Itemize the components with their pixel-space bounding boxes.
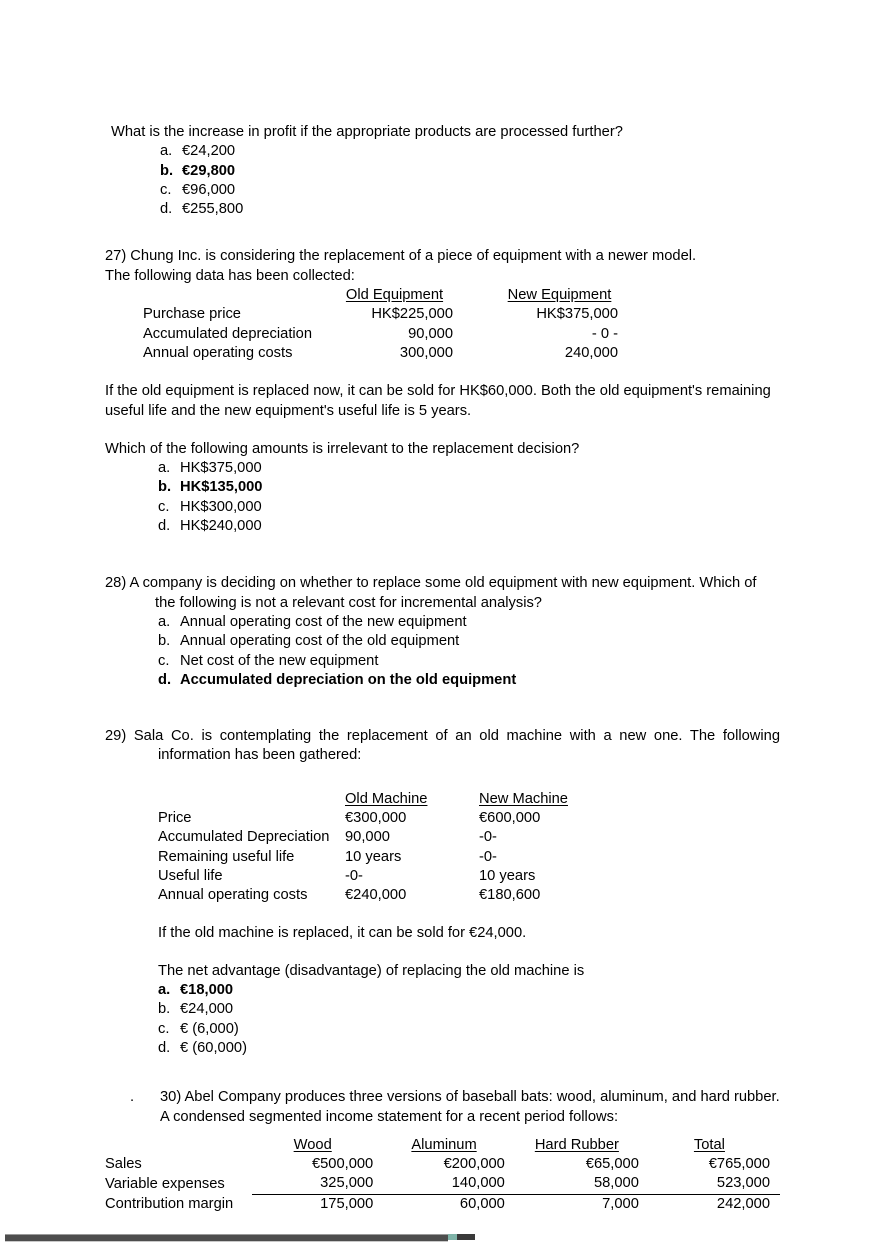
horizontal-scrollbar-thumb-edge[interactable] xyxy=(448,1234,457,1240)
cell-value: 90,000 xyxy=(345,829,390,846)
q27-comparison-table xyxy=(143,286,621,363)
column-gap xyxy=(456,325,498,344)
cell-value: €300,000 xyxy=(345,810,407,827)
cell-value: -0- xyxy=(479,829,497,846)
row-label: Price xyxy=(158,810,192,827)
cell-value: 300,000 xyxy=(399,344,453,361)
column-header-old-machine: Old Machine xyxy=(345,790,428,807)
table-row xyxy=(105,1194,780,1214)
option-label: b. xyxy=(158,633,171,650)
header-blank xyxy=(158,790,345,809)
cell-value: 325,000 xyxy=(252,1174,383,1194)
option-label: d. xyxy=(158,1039,171,1056)
option-text: HK$300,000 xyxy=(180,498,262,515)
option-b[interactable] xyxy=(160,162,780,181)
q27-note: If the old equipment is replaced now, it can be sold for HK$60,000. Both the old equipment's remaining useful life and the new equipment's useful life is 5 years. xyxy=(105,383,771,419)
q27-stem-line1: 27) Chung Inc. is considering the replacement of a piece of equipment with a newer model. xyxy=(105,248,697,265)
option-label: c. xyxy=(158,1020,170,1037)
q29-question: The net advantage (disadvantage) of replacing the old machine is xyxy=(158,962,585,979)
cell-value: 10 years xyxy=(479,867,536,884)
option-text: €29,800 xyxy=(182,162,236,179)
spacer xyxy=(105,421,780,440)
option-label: d. xyxy=(158,671,172,688)
option-a[interactable] xyxy=(158,981,780,1000)
cell-value: 175,000 xyxy=(320,1195,374,1212)
spacer xyxy=(105,943,780,962)
table-header-row xyxy=(105,1136,780,1155)
option-b[interactable] xyxy=(158,1000,780,1019)
option-c[interactable] xyxy=(158,1020,780,1039)
table-header-row xyxy=(143,286,621,305)
table-row xyxy=(105,1174,780,1194)
option-label: b. xyxy=(158,1001,171,1018)
q30-stem: 30) Abel Company produces three versions of baseball bats: wood, aluminum, and hard rubber. A condensed segmented income statement for a recent period follows: xyxy=(160,1089,780,1125)
option-c[interactable] xyxy=(158,498,780,517)
horizontal-scrollbar-end-cap[interactable] xyxy=(457,1234,475,1240)
option-label: a. xyxy=(160,143,173,160)
row-label: Accumulated depreciation xyxy=(143,325,313,342)
cell-value: €65,000 xyxy=(585,1156,639,1173)
cell-value: -0- xyxy=(479,848,497,865)
cell-value: 240,000 xyxy=(564,344,618,361)
option-label: c. xyxy=(158,652,170,669)
table-row xyxy=(158,828,613,847)
option-a[interactable] xyxy=(160,142,780,161)
column-header-new-machine: New Machine xyxy=(479,790,568,807)
option-text: HK$375,000 xyxy=(180,460,262,477)
table-row xyxy=(143,325,621,344)
option-a[interactable] xyxy=(158,459,780,478)
table-row xyxy=(143,344,621,363)
spacer xyxy=(105,1058,780,1088)
spacer xyxy=(105,690,780,727)
table-row xyxy=(158,848,613,867)
q28-stem: 28) A company is deciding on whether to replace some old equipment with new equipment. Which of the following is not a relevant cost for incremental analysis? xyxy=(105,575,757,611)
option-label: a. xyxy=(158,460,171,477)
cell-value: 140,000 xyxy=(383,1174,515,1194)
option-text: Accumulated depreciation on the old equipment xyxy=(180,671,517,688)
spacer xyxy=(105,1127,780,1136)
question-27 xyxy=(105,247,780,536)
option-text: €24,000 xyxy=(180,1001,234,1018)
cell-value: 242,000 xyxy=(716,1195,770,1212)
cell-value: - 0 - xyxy=(591,325,618,342)
q27-question: Which of the following amounts is irrelevant to the replacement decision? xyxy=(105,440,580,457)
cell-value: €240,000 xyxy=(345,887,407,904)
cell-value: HK$375,000 xyxy=(536,306,618,323)
table-header-row xyxy=(158,790,613,809)
option-d[interactable] xyxy=(158,671,780,690)
column-header-new-equipment: New Equipment xyxy=(507,287,612,304)
column-header-wood: Wood xyxy=(293,1136,332,1153)
question-28 xyxy=(105,574,780,690)
row-label: Contribution margin xyxy=(105,1195,234,1212)
cell-value: HK$225,000 xyxy=(371,306,453,323)
option-c[interactable] xyxy=(160,181,780,200)
option-text: HK$240,000 xyxy=(180,518,262,535)
column-gap xyxy=(456,305,498,324)
spacer xyxy=(105,766,780,790)
row-label: Useful life xyxy=(158,867,223,884)
q29-comparison-table xyxy=(158,790,613,906)
option-d[interactable] xyxy=(158,1039,780,1058)
column-header-old-equipment: Old Equipment xyxy=(345,287,444,304)
option-text: €18,000 xyxy=(180,982,234,999)
spacer xyxy=(105,363,780,382)
table-row xyxy=(105,1155,780,1174)
row-label: Annual operating costs xyxy=(143,344,293,361)
row-label: Sales xyxy=(105,1156,142,1173)
table-row xyxy=(158,886,613,905)
row-label: Purchase price xyxy=(143,306,241,323)
option-label: d. xyxy=(160,201,173,218)
cell-value: -0- xyxy=(345,867,363,884)
option-d[interactable] xyxy=(160,200,780,219)
column-header-aluminum: Aluminum xyxy=(411,1136,477,1153)
cell-value: €765,000 xyxy=(708,1156,770,1173)
header-blank xyxy=(143,286,333,305)
spacer xyxy=(105,219,780,247)
table-row xyxy=(158,867,613,886)
cell-value: €600,000 xyxy=(479,810,541,827)
document-content xyxy=(105,123,780,1214)
q28-options xyxy=(105,613,780,690)
cell-value: 58,000 xyxy=(515,1174,649,1194)
option-text: € (6,000) xyxy=(180,1020,239,1037)
option-label: c. xyxy=(158,498,170,515)
option-label: b. xyxy=(158,479,172,496)
q30-segmented-income-table xyxy=(105,1136,780,1214)
option-label: b. xyxy=(160,162,174,179)
option-label: d. xyxy=(158,518,171,535)
spacer xyxy=(105,536,780,574)
option-d[interactable] xyxy=(158,517,780,536)
option-text: €255,800 xyxy=(182,201,244,218)
horizontal-scrollbar-track[interactable] xyxy=(5,1234,448,1242)
option-label: a. xyxy=(158,982,171,999)
q26-options xyxy=(105,142,780,219)
cell-value: 60,000 xyxy=(459,1195,505,1212)
question-30 xyxy=(105,1088,780,1214)
q29-note: If the old machine is replaced, it can be sold for €24,000. xyxy=(158,924,527,941)
row-label: Accumulated Depreciation xyxy=(158,829,330,846)
cell-value: 523,000 xyxy=(649,1174,780,1194)
option-c[interactable] xyxy=(158,652,780,671)
option-label: a. xyxy=(158,613,171,630)
cell-value: €500,000 xyxy=(311,1156,374,1173)
cell-value: 7,000 xyxy=(602,1195,639,1212)
column-header-total: Total xyxy=(693,1136,725,1153)
column-gap xyxy=(456,286,498,305)
option-text: Net cost of the new equipment xyxy=(180,652,379,669)
q27-options xyxy=(105,459,780,536)
row-label: Remaining useful life xyxy=(158,848,295,865)
q30-bullet-marker: . xyxy=(130,1089,135,1106)
option-text: €24,200 xyxy=(182,143,236,160)
q27-stem-line2: The following data has been collected: xyxy=(105,267,355,284)
question-29 xyxy=(105,727,780,1058)
column-header-hard-rubber: Hard Rubber xyxy=(534,1136,619,1153)
spacer xyxy=(105,906,780,924)
cell-value: €200,000 xyxy=(443,1156,505,1173)
cell-value: €180,600 xyxy=(479,887,541,904)
option-text: € (60,000) xyxy=(180,1039,247,1056)
option-text: Annual operating cost of the new equipment xyxy=(180,613,467,630)
table-row xyxy=(158,809,613,828)
row-label: Annual operating costs xyxy=(158,887,308,904)
q26-stem: What is the increase in profit if the appropriate products are processed further? xyxy=(111,124,623,140)
option-text: HK$135,000 xyxy=(180,479,263,496)
question-26-tail xyxy=(105,123,780,219)
option-text: €96,000 xyxy=(182,181,236,198)
column-gap xyxy=(456,344,498,363)
option-a[interactable] xyxy=(158,613,780,632)
q29-options xyxy=(105,981,780,1058)
cell-value: 90,000 xyxy=(408,325,453,342)
q29-stem: 29) Sala Co. is contemplating the replacement of an old machine with a new one. The following information has been gathered: xyxy=(105,728,780,764)
option-b[interactable] xyxy=(158,632,780,651)
option-label: c. xyxy=(160,181,172,198)
header-blank xyxy=(105,1136,252,1155)
cell-value: 10 years xyxy=(345,848,402,865)
option-text: Annual operating cost of the old equipment xyxy=(180,633,460,650)
table-row xyxy=(143,305,621,324)
row-label: Variable expenses xyxy=(105,1175,225,1192)
option-b[interactable] xyxy=(158,478,780,497)
